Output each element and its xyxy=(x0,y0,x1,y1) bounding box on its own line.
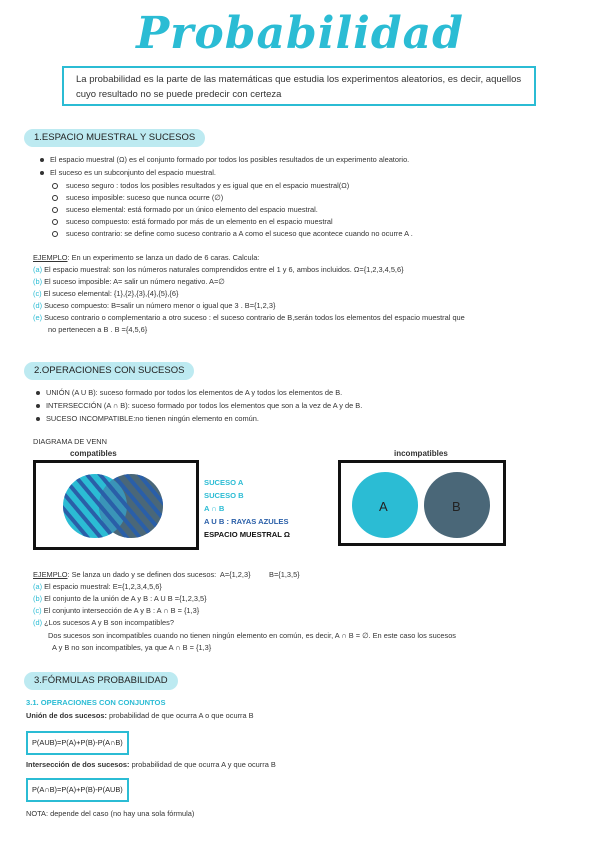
s1-item-b: (b) El suceso imposible: A= salir un número negativo. A=∅ xyxy=(33,277,225,286)
bullet-icon xyxy=(40,171,44,175)
set-a-label: A xyxy=(379,499,388,514)
legend-suceso-b: SUCESO B xyxy=(204,491,244,500)
s1-item-a: (a) El espacio muestral: son los números naturales comprendidos entre el 1 y 6, ambos incluidos. Ω={1,2,3,4,5,6} xyxy=(33,265,404,274)
s1-sub-4: suceso compuesto: está formado por más de un elemento en el espacio muestral xyxy=(52,216,333,228)
s1-sub-2: suceso imposible: suceso que nunca ocurre (∅) xyxy=(52,192,223,204)
s2-item-a: (a) El espacio muestral: E={1,2,3,4,5,6} xyxy=(33,582,162,591)
intersection-description: Intersección de dos sucesos: probabilidad de que ocurra A y que ocurra B xyxy=(26,760,276,769)
sub-bullet-icon xyxy=(52,219,58,225)
s1-bullet-1: El espacio muestral (Ω) es el conjunto formado por todos los posibles resultados de un experimento aleatorio. xyxy=(40,154,409,166)
set-b-label: B xyxy=(452,499,461,514)
s2-item-c: (c) El conjunto intersección de A y B : A ∩ B = {1,3} xyxy=(33,606,200,615)
legend-suceso-a: SUCESO A xyxy=(204,478,244,487)
union-stripes-b xyxy=(99,474,163,538)
legend-union: A U B : RAYAS AZULES xyxy=(204,517,289,526)
nota-text: NOTA: depende del caso (no hay una sola fórmula) xyxy=(26,809,195,818)
venn-incompatible-diagram xyxy=(338,460,506,546)
bullet-icon xyxy=(36,391,40,395)
s2-example-intro: EJEMPLO: Se lanza un dado y se definen dos sucesos: A={1,2,3} B={1,3,5} xyxy=(33,570,300,579)
s1-item-c: (c) El suceso elemental: {1},{2},{3},{4},{5},{6} xyxy=(33,289,179,298)
intro-box: La probabilidad es la parte de las matemáticas que estudia los experimentos aleatorios, es decir, aquellos cuyo resultado no se puede predecir con certeza xyxy=(62,66,536,106)
s3-subheading: 3.1. OPERACIONES CON CONJUNTOS xyxy=(26,698,166,707)
section-1-heading: 1.ESPACIO MUESTRAL Y SUCESOS xyxy=(24,129,205,147)
venn-label: DIAGRAMA DE VENN xyxy=(33,437,107,446)
s1-sub-5: suceso contrario: se define como suceso contrario a A como el suceso que acontece cuando no ocurre A . xyxy=(52,228,413,240)
legend-sample-space: ESPACIO MUESTRAL Ω xyxy=(204,530,290,539)
s2-bullet-3: SUCESO INCOMPATIBLE:no tienen ningún elemento en común. xyxy=(36,413,259,425)
s2-item-d-line2: A y B no son incompatibles, ya que A ∩ B = {1,3} xyxy=(52,643,212,652)
union-description: Unión de dos sucesos: probabilidad de que ocurra A o que ocurra B xyxy=(26,711,254,720)
venn-compatible-diagram xyxy=(33,460,199,550)
venn-legend xyxy=(204,476,290,541)
s1-sub-3: suceso elemental: está formado por un único elemento del espacio muestral. xyxy=(52,204,318,216)
s2-item-d: (d) ¿Los sucesos A y B son incompatibles? xyxy=(33,618,174,627)
bullet-icon xyxy=(40,158,44,162)
section-2-heading: 2.OPERACIONES CON SUCESOS xyxy=(24,362,194,380)
legend-intersection: A ∩ B xyxy=(204,504,225,513)
sub-bullet-icon xyxy=(52,183,58,189)
union-formula-box: P(AUB)=P(A)+P(B)-P(A∩B) xyxy=(26,731,129,755)
s1-example-intro: EJEMPLO: En un experimento se lanza un dado de 6 caras. Calcula: xyxy=(33,253,260,262)
s2-bullet-1: UNIÓN (A U B): suceso formado por todos los elementos de A y todos los elementos de B. xyxy=(36,387,342,399)
s2-bullet-2: INTERSECCIÓN (A ∩ B): suceso formado por todos los elementos que son a la vez de A y de B. xyxy=(36,400,362,412)
bullet-icon xyxy=(36,417,40,421)
sub-bullet-icon xyxy=(52,195,58,201)
compatible-label: compatibles xyxy=(70,449,117,458)
s1-sub-1: suceso seguro : todos los posibles resultados y es igual que en el espacio muestral(Ω) xyxy=(52,180,349,192)
s1-item-e-cont: no pertenecen a B . B ={4,5,6} xyxy=(48,325,148,334)
s1-item-d: (d) Suceso compuesto: B=salir un número menor o igual que 3 . B={1,2,3} xyxy=(33,301,276,310)
intersection-formula-box: P(A∩B)=P(A)+P(B)-P(AUB) xyxy=(26,778,129,802)
bullet-icon xyxy=(36,404,40,408)
s2-item-b: (b) El conjunto de la unión de A y B : A U B ={1,2,3,5} xyxy=(33,594,207,603)
sub-bullet-icon xyxy=(52,231,58,237)
sub-bullet-icon xyxy=(52,207,58,213)
page-title: Probabilidad xyxy=(136,8,464,59)
section-3-heading: 3.FÓRMULAS PROBABILIDAD xyxy=(24,672,178,690)
s1-item-e: (e) Suceso contrario o complementario a otro suceso : el suceso contrario de B,serán todos los elementos del espacio muestral que xyxy=(33,313,465,322)
s2-item-d-line1: Dos sucesos son incompatibles cuando no tienen ningún elemento en común, es decir, A ∩ B = ∅. En este caso los sucesos xyxy=(48,631,457,640)
s1-bullet-2: El suceso es un subconjunto del espacio muestral. xyxy=(40,167,216,179)
incompatible-label: incompatibles xyxy=(394,449,448,458)
